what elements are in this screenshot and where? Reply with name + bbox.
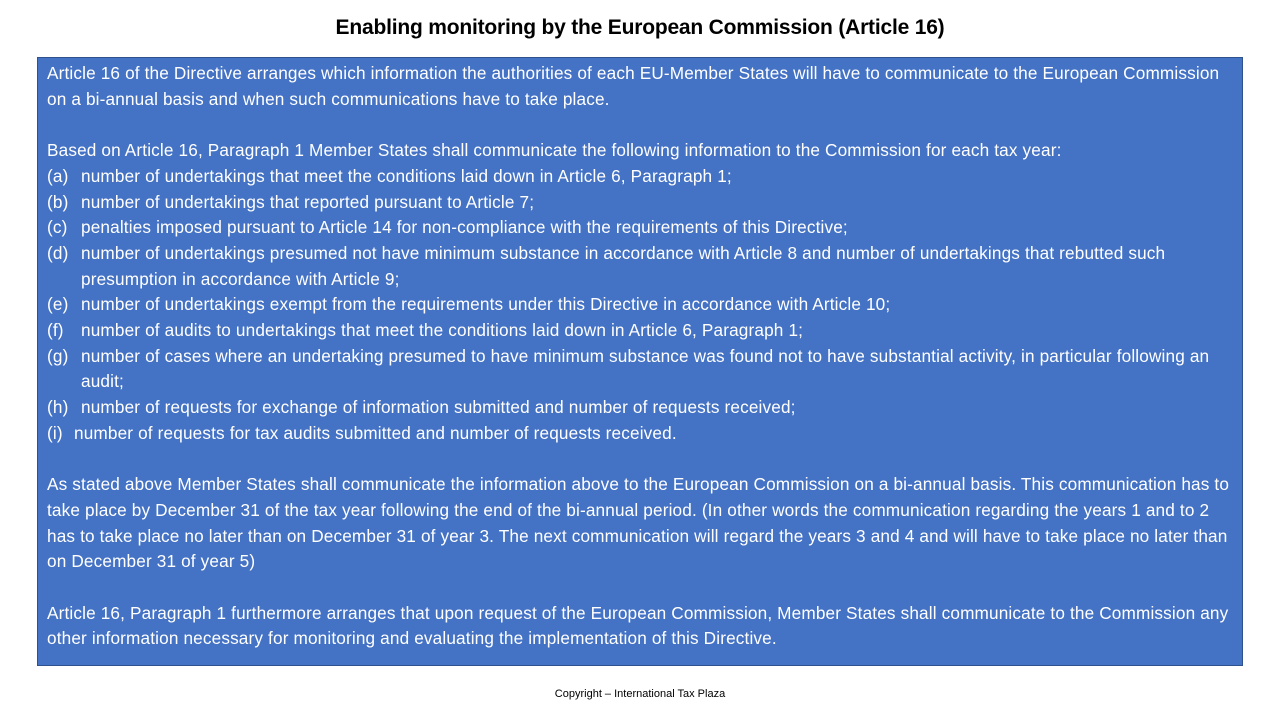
copyright-footer: Copyright – International Tax Plaza	[554, 688, 726, 700]
list-item-text: number of cases where an undertaking presumed to have minimum substance was found not to have substantial activity, in particular following an audit;	[81, 345, 1210, 392]
list-item-f	[47, 318, 1234, 344]
list-marker: (c)	[47, 217, 68, 238]
list-marker: (a)	[47, 165, 69, 186]
list-item-text: number of undertakings presumed not have minimum substance in accordance with Article 8 and number of undertakings that rebutted such presumption in accordance with Article 9;	[81, 242, 1166, 289]
list-marker: (d)	[47, 242, 69, 263]
list-item-h	[47, 395, 1234, 421]
list-item-g	[47, 344, 1234, 395]
list-intro-paragraph: Based on Article 16, Paragraph 1 Member States shall communicate the following information to the Commission for each tax year:	[47, 140, 1062, 161]
list-marker: (h)	[47, 397, 69, 418]
list-marker: (i)	[47, 422, 63, 443]
slide-title: Enabling monitoring by the European Commission (Article 16)	[335, 16, 945, 39]
list-item-e	[47, 292, 1234, 318]
paragraph-gap	[47, 575, 1234, 601]
content-box	[37, 57, 1243, 666]
list-item-a	[47, 164, 1234, 190]
list-item-text: number of requests for tax audits submitted and number of requests received.	[74, 422, 677, 443]
list-marker: (f)	[47, 320, 64, 341]
list-item-i	[47, 421, 1234, 447]
paragraph-gap	[47, 447, 1234, 473]
paragraph-gap	[47, 112, 1234, 138]
list-item-text: number of requests for exchange of information submitted and number of requests received;	[81, 397, 796, 418]
list-item-text: number of undertakings that reported pursuant to Article 7;	[81, 191, 535, 212]
list-marker: (b)	[47, 191, 69, 212]
list-item-text: number of undertakings exempt from the requirements under this Directive in accordance with Article 10;	[81, 294, 891, 315]
list-item-text: penalties imposed pursuant to Article 14 for non-compliance with the requirements of this Directive;	[81, 217, 848, 238]
intro-paragraph: Article 16 of the Directive arranges which information the authorities of each EU-Member States will have to communicate to the European Commission on a bi-annual basis and when such communications have to take place.	[47, 63, 1220, 109]
closing-paragraph: Article 16, Paragraph 1 furthermore arranges that upon request of the European Commission, Member States shall communicate to the Commission any other information necessary for monitoring and evaluating the implementation of this Directive.	[47, 602, 1229, 649]
timing-paragraph: As stated above Member States shall communicate the information above to the European Commission on a bi-annual basis. This communication has to take place by December 31 of the tax year following the end of the bi-annual period. (In other words the communication regarding the years 1 and to 2 has to take place no later than on December 31 of year 3. The next communication will regard the years 3 and 4 and will have to take place no later than on December 31 of year 5)	[47, 474, 1230, 572]
list-item-d	[47, 241, 1234, 292]
list-item-text: number of audits to undertakings that meet the conditions laid down in Article 6, Paragraph 1;	[81, 320, 804, 341]
list-marker: (e)	[47, 294, 69, 315]
list-item-text: number of undertakings that meet the conditions laid down in Article 6, Paragraph 1;	[81, 165, 732, 186]
list-marker: (g)	[47, 345, 69, 366]
list-item-b	[47, 190, 1234, 216]
list-item-c	[47, 215, 1234, 241]
